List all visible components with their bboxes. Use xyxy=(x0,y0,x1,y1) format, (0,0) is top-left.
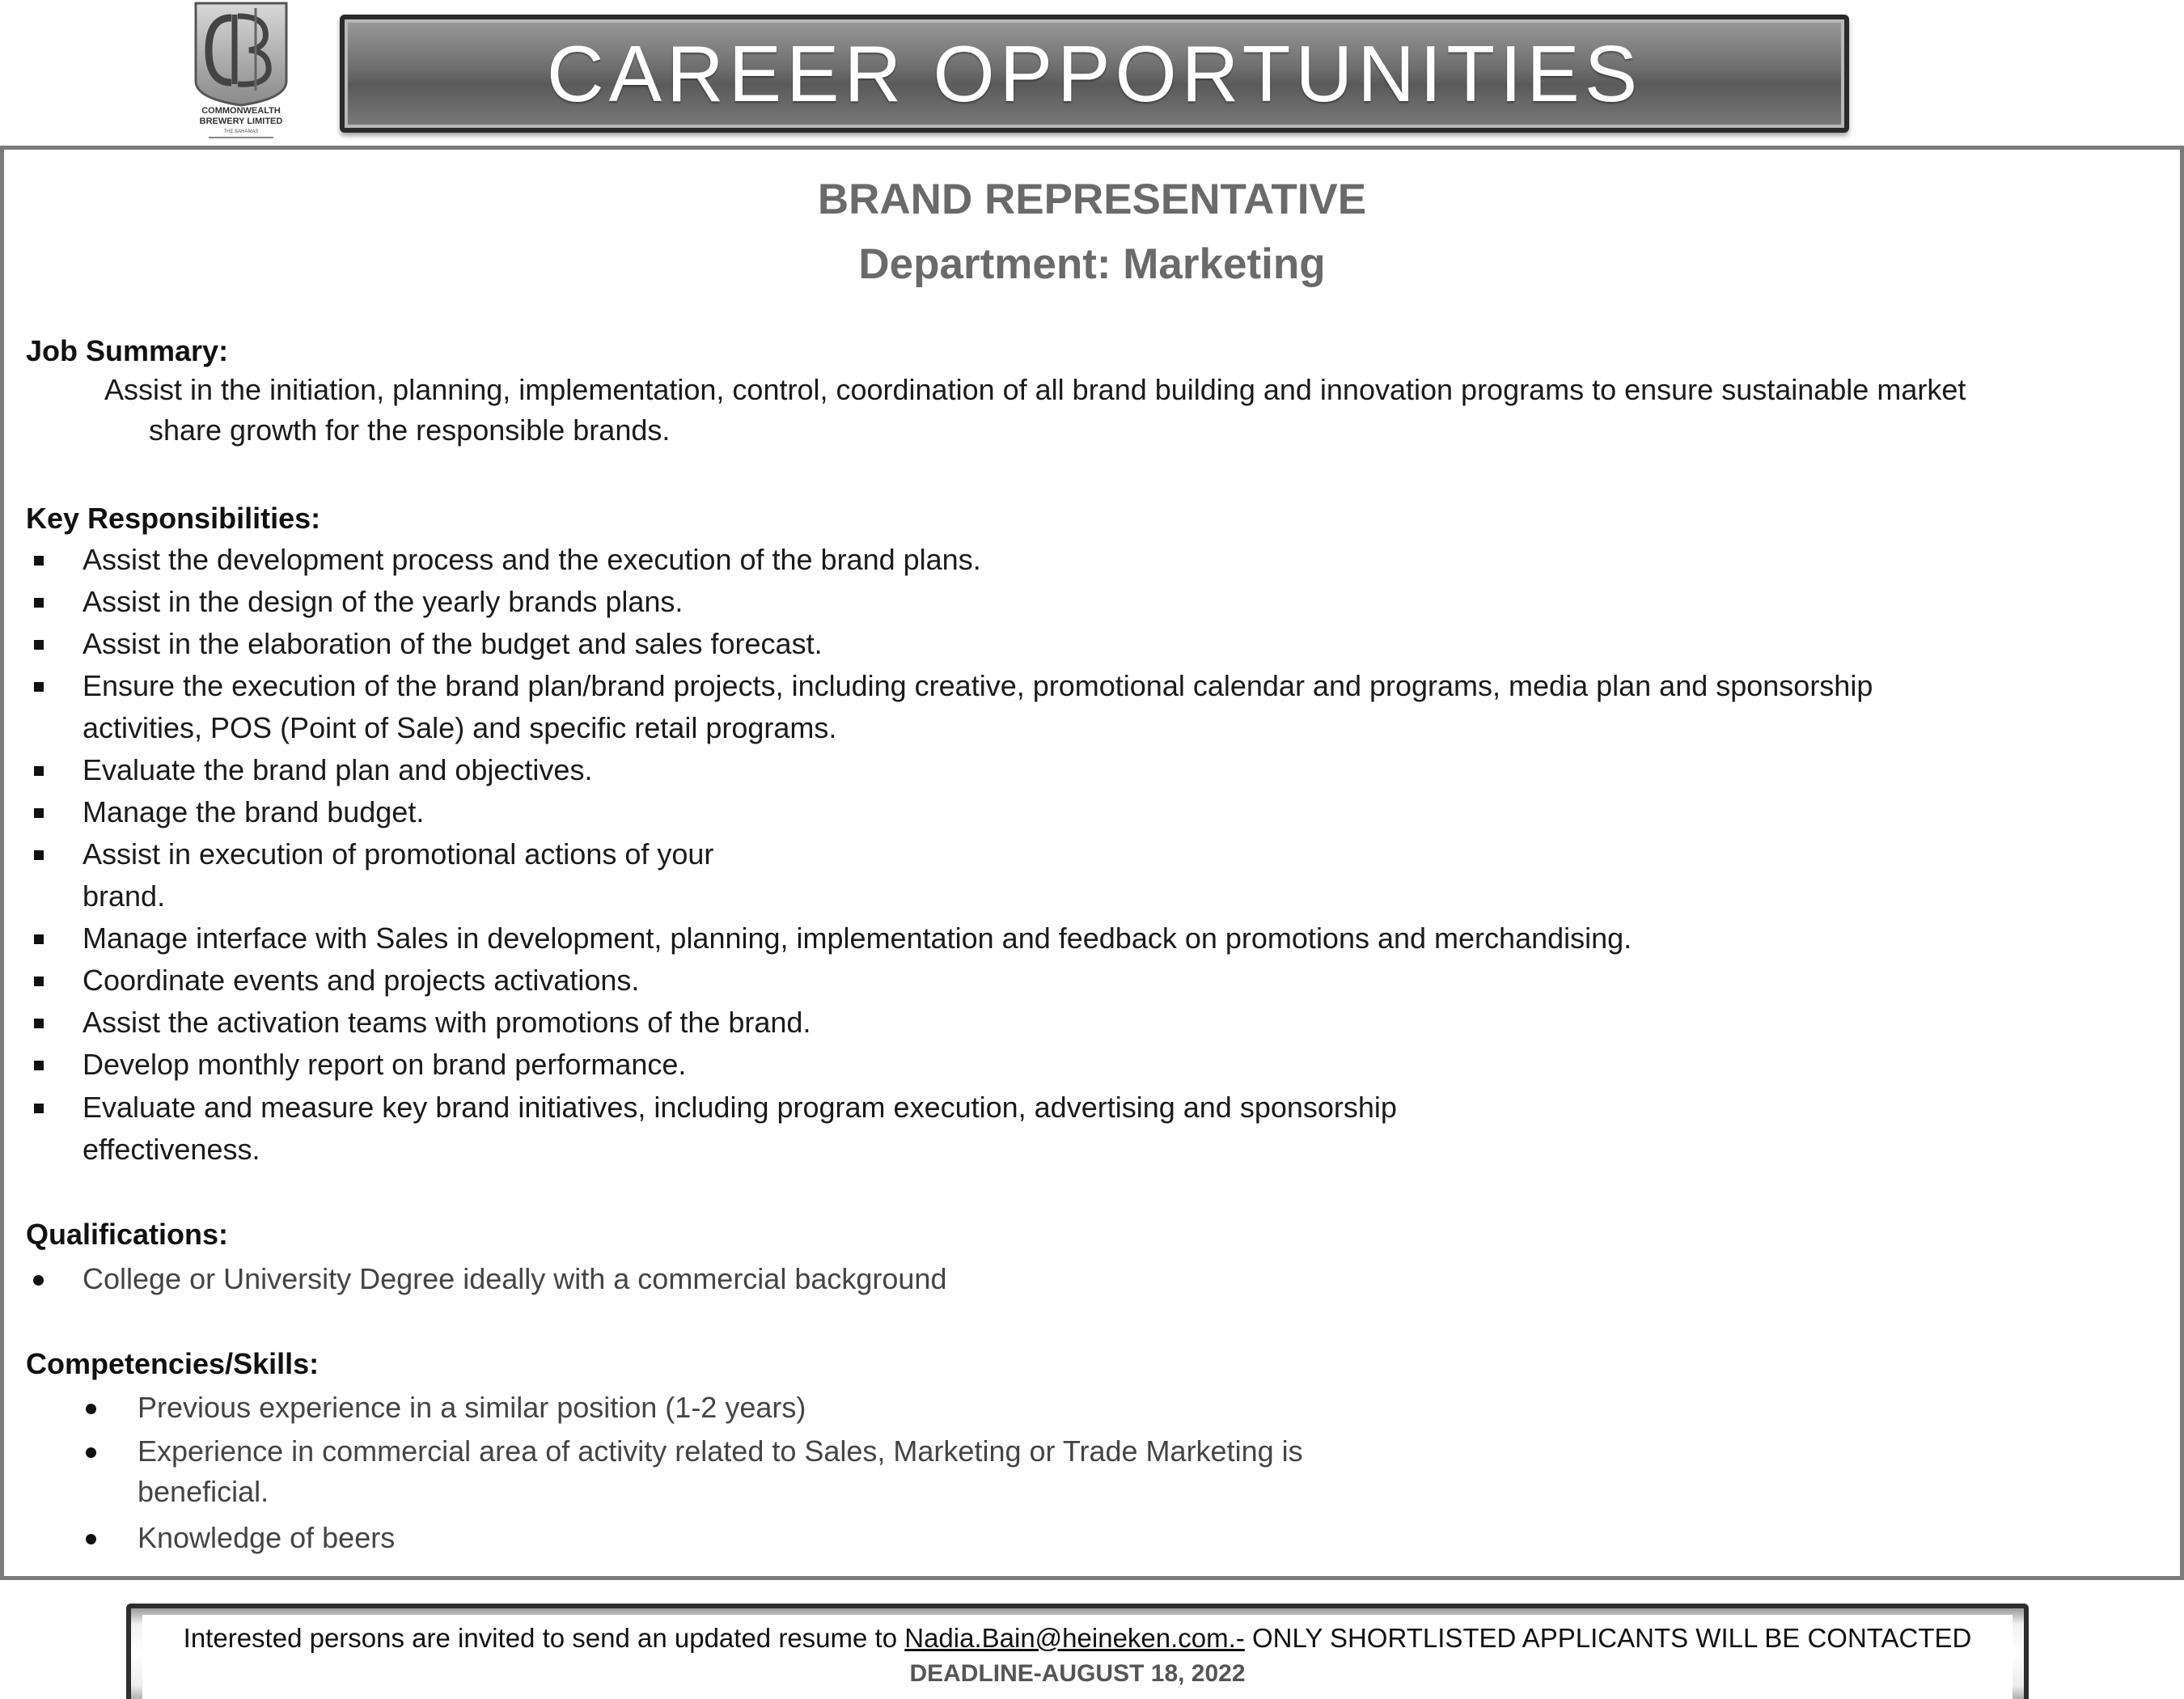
contact-email-link[interactable]: Nadia.Bain@heineken.com.- xyxy=(904,1623,1245,1653)
bullet-square xyxy=(34,766,44,776)
bullet-square xyxy=(34,1061,44,1070)
bullet-dot xyxy=(86,1404,96,1414)
bullet-square xyxy=(34,598,44,608)
banner-title: CAREER OPPORTUNITIES xyxy=(546,28,1643,118)
responsibility-item: Manage the brand budget. xyxy=(83,795,425,828)
responsibility-item: Assist the development process and the execution of the brand plans. xyxy=(83,543,981,576)
job-summary-line1: Assist in the initiation, planning, implementation, control, coordination of all brand building and innovation programs to ensure sustainable market xyxy=(104,373,1966,406)
bullet-square xyxy=(34,1104,44,1113)
job-summary-heading: Job Summary: xyxy=(26,334,229,367)
footer-inner xyxy=(142,1615,2013,1699)
responsibility-item: Ensure the execution of the brand plan/brand projects, including creative, promotional calendar and programs, media plan and sponsorship xyxy=(83,669,1873,702)
footer-text-before: Interested persons are invited to send an updated resume to xyxy=(183,1623,905,1653)
bullet-square xyxy=(34,850,44,860)
bullet-square xyxy=(34,556,44,566)
competency-item-continued: beneficial. xyxy=(138,1475,269,1508)
bullet-square xyxy=(34,808,44,818)
competency-item: Knowledge of beers xyxy=(138,1521,396,1554)
responsibility-item: Assist in execution of promotional actions of your xyxy=(83,837,714,871)
bullet-square xyxy=(34,682,44,692)
logo-line2: BREWERY LIMITED xyxy=(199,117,283,126)
bullet-square xyxy=(34,1019,44,1028)
competencies-heading: Competencies/Skills: xyxy=(26,1347,320,1380)
competency-item: Previous experience in a similar position (1-2 years) xyxy=(138,1391,806,1424)
bullet-square xyxy=(34,934,44,944)
footer-text-after: ONLY SHORTLISTED APPLICANTS WILL BE CONTACTED xyxy=(1244,1623,1972,1653)
responsibility-item: Evaluate and measure key brand initiatives, including program execution, advertising and sponsorship xyxy=(83,1091,1397,1124)
bullet-dot xyxy=(33,1275,44,1286)
footer-instructions xyxy=(142,1623,2013,1654)
responsibility-item: Evaluate the brand plan and objectives. xyxy=(83,753,593,786)
bullet-dot xyxy=(86,1534,96,1544)
logo-line1: COMMONWEALTH xyxy=(201,106,281,116)
bullet-square xyxy=(34,640,44,650)
competency-item: Experience in commercial area of activity related to Sales, Marketing or Trade Marketing is xyxy=(138,1434,1303,1468)
company-logo xyxy=(184,0,298,142)
responsibility-item: Assist in the design of the yearly brands plans. xyxy=(83,585,684,618)
bullet-dot xyxy=(86,1447,96,1458)
bullet-square xyxy=(34,977,44,986)
job-summary-line2: share growth for the responsible brands. xyxy=(149,413,671,447)
responsibility-item-continued: brand. xyxy=(83,879,166,913)
responsibilities-heading: Key Responsibilities: xyxy=(26,502,321,535)
logo-line3: THE BAHAMAS xyxy=(223,129,259,134)
responsibility-item-continued: effectiveness. xyxy=(83,1133,260,1166)
qualification-item: College or University Degree ideally with a commercial background xyxy=(83,1262,947,1295)
responsibility-item: Assist the activation teams with promotions of the brand. xyxy=(83,1006,811,1039)
deadline-text: DEADLINE-AUGUST 18, 2022 xyxy=(909,1660,1246,1687)
application-footer xyxy=(126,1604,2029,1699)
responsibility-item-continued: activities, POS (Point of Sale) and specific retail programs. xyxy=(83,711,837,744)
qualifications-heading: Qualifications: xyxy=(26,1218,229,1251)
responsibility-item: Assist in the elaboration of the budget and sales forecast. xyxy=(83,627,823,660)
responsibility-item: Manage interface with Sales in development, planning, implementation and feedback on promotions and merchandising. xyxy=(83,922,1632,955)
responsibility-item: Coordinate events and projects activations. xyxy=(83,964,640,997)
header-banner xyxy=(340,15,1849,133)
department-title: Department: Marketing xyxy=(858,240,1326,288)
responsibility-item: Develop monthly report on brand performance. xyxy=(83,1048,687,1081)
position-title: BRAND REPRESENTATIVE xyxy=(817,176,1367,223)
